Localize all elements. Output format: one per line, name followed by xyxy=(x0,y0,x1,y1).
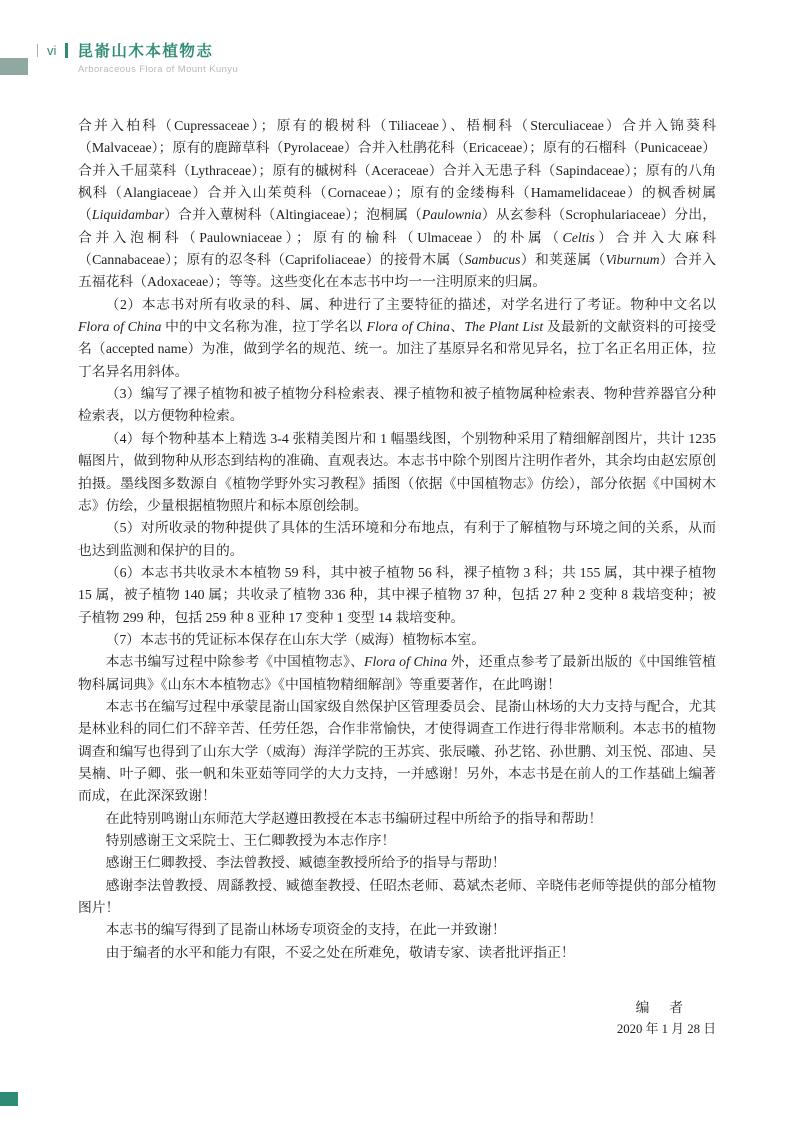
text-run: 本志书编写过程中除参考《中国植物志》、 xyxy=(105,654,365,670)
text-run: （4）每个物种基本上精选 3-4 张精美图片和 1 幅墨线图，个别物种采用了精细解剖图片，共计 1235 幅图片，做到物种从形态到结构的准确、直观表达。本志书中除个别图片注明作者外，其余均由赵宏原创拍摄。墨线图多数源自《植物学野外实习教程》插图（依据《中国植物志》仿绘），部分依据《中国树木志》仿绘，少量根据植物照片和标本原创绘制。 xyxy=(78,430,716,513)
text-run: 本志书在编写过程中承蒙昆嵛山国家级自然保护区管理委员会、昆嵛山林场的大力支持与配合，尤其是林业科的同仁们不辞辛苦、任劳任怨，合作非常愉快，才使得调查工作进行得非常顺利。本志书的植物调查和编写也得到了山东大学（威海）海洋学院的王苏宾、张辰曦、孙艺铭、孙世鹏、刘玉悦、邵迪、吴昊楠、叶子卿、张一帆和朱亚茹等同学的大力支持，一并感谢！另外，本志书是在前人的工作基础上编著而成，在此深深致谢！ xyxy=(78,698,716,804)
latin-italic-text: Flora of China xyxy=(364,654,448,670)
text-run: 由于编者的水平和能力有限，不妥之处在所难免，敬请专家、读者批评指正！ xyxy=(105,944,575,960)
page-header xyxy=(37,41,238,75)
latin-italic-text: Flora of China xyxy=(78,319,162,335)
text-run: （2）本志书对所有收录的科、属、种进行了主要特征的描述，对学名进行了考证。物种中文名以 xyxy=(105,296,716,312)
signature-block xyxy=(78,996,716,1037)
header-title-row xyxy=(37,41,238,59)
body-paragraph xyxy=(78,942,716,964)
text-run: 感谢王仁卿教授、李法曾教授、臧德奎教授所给予的指导与帮助！ xyxy=(105,855,506,871)
body-paragraph xyxy=(78,875,716,920)
text-run: 及最新的文献资料的可接受名（accepted name）为准，做到学名的规范、统一。加注了基原异名和常见异名，拉丁名正名用正体，拉丁名异名用斜体。 xyxy=(78,319,716,379)
body-paragraph xyxy=(78,517,716,562)
latin-italic-text: Liquidambar xyxy=(91,207,164,223)
body-paragraph xyxy=(78,115,716,294)
latin-italic-text: The Plant List xyxy=(464,319,544,335)
footer-corner-mark xyxy=(0,1092,18,1106)
body-paragraph xyxy=(78,629,716,651)
header-thin-divider xyxy=(37,44,38,57)
latin-italic-text: Viburnum xyxy=(605,252,660,268)
page-number: vi xyxy=(47,42,57,58)
text-run: （6）本志书共收录木本植物 59 科，其中被子植物 56 科，裸子植物 3 科；共 155 属，其中裸子植物 15 属，被子植物 140 属；共收录了植物 336 种，其中裸子植物 37 种，包括 27 种 2 变种 8 栽培变种；被子植物 299 种，包括 259 种 8 亚种 17 变种 1 变型 14 栽培变种。 xyxy=(78,564,716,625)
text-run: ）合并入蕈树科（Altingiaceae）；泡桐属（ xyxy=(164,207,422,223)
latin-italic-text: Celtis xyxy=(562,229,595,245)
signature-date: 2020 年 1 月 28 日 xyxy=(616,1022,716,1036)
body-paragraph xyxy=(78,383,716,428)
body-paragraph xyxy=(78,294,716,383)
text-run: （7）本志书的凭证标本保存在山东大学（威海）植物标本室。 xyxy=(105,631,486,647)
body-text xyxy=(78,115,716,964)
text-run: 合并入柏科（Cupressaceae）；原有的椴树科（Tiliaceae）、梧桐科（Sterculiaceae）合并入锦葵科（Malvaceae）；原有的鹿蹄草科（Pyrolaceae）合并入杜鹃花科（Ericaceae）；原有的石榴科（Punicaceae）合并入千屈菜科（Lythraceae）；原有的槭树科（Aceraceae）合并入无患子科（Sapindaceae）；原有的八角枫科（Alangiaceae）合并入山茱萸科（Cornaceae）；原有的金缕梅科（Hamamelidaceae）的枫香树属（ xyxy=(78,118,716,223)
editor-signature: 编 者 xyxy=(635,1000,686,1015)
text-run: 中的中文名称为准，拉丁学名以 xyxy=(161,319,367,335)
text-run: 、 xyxy=(449,319,465,335)
text-run: 感谢李法曾教授、周繇教授、臧德奎教授、任昭杰老师、葛斌杰老师、辛晓伟老师等提供的部分植物图片！ xyxy=(78,877,716,916)
text-run: 外，还重点参考了最新出版的《中国维管植物科属词典》《山东木本植物志》《中国植物精细解剖》等重要著作，在此鸣谢！ xyxy=(78,654,716,692)
text-run: ）合并入大麻科（Cannabaceae）；原有的忍冬科（Caprifoliaceae）的接骨木属（ xyxy=(78,229,717,268)
latin-italic-text: Flora of China xyxy=(366,319,450,335)
header-accent-bar xyxy=(65,43,68,58)
text-run: ）从玄参科（Scrophulariaceae）分出，合并入泡桐科（Paulowniaceae）；原有的榆科（Ulmaceae）的朴属（ xyxy=(78,207,716,245)
book-title-en: Arboraceous Flora of Mount Kunyu xyxy=(78,64,239,75)
header-edge-tab xyxy=(0,58,28,75)
text-run: （3）编写了裸子植物和被子植物分科检索表、裸子植物和被子植物属种检索表、物种营养器官分种检索表，以方便物种检索。 xyxy=(78,386,716,424)
body-paragraph xyxy=(78,651,716,696)
text-run: （5）对所收录的物种提供了具体的生活环境和分布地点，有利于了解植物与环境之间的关系，从而也达到监测和保护的目的。 xyxy=(78,520,716,558)
body-paragraph xyxy=(78,830,716,852)
body-paragraph xyxy=(78,696,716,808)
body-paragraph xyxy=(78,919,716,941)
book-title-cn: 昆嵛山木本植物志 xyxy=(77,43,214,60)
text-run: ）和荚蒾属（ xyxy=(520,252,606,268)
text-run: 特别感谢王文采院士、王仁卿教授为本志作序！ xyxy=(105,833,396,848)
body-paragraph xyxy=(78,562,716,629)
text-run: ）合并入五福花科（Adoxaceae）；等等。这些变化在本志书中均一一注明原来的归属。 xyxy=(78,252,717,290)
text-run: 本志书的编写得到了昆嵛山林场专项资金的支持，在此一并致谢！ xyxy=(105,922,506,938)
body-paragraph xyxy=(78,428,716,517)
latin-italic-text: Sambucus xyxy=(464,252,521,268)
body-paragraph xyxy=(78,852,716,874)
body-paragraph xyxy=(78,808,716,830)
latin-italic-text: Paulownia xyxy=(421,207,482,223)
text-run: 在此特别鸣谢山东师范大学赵遵田教授在本志书编研过程中所给予的指导和帮助！ xyxy=(105,810,603,826)
